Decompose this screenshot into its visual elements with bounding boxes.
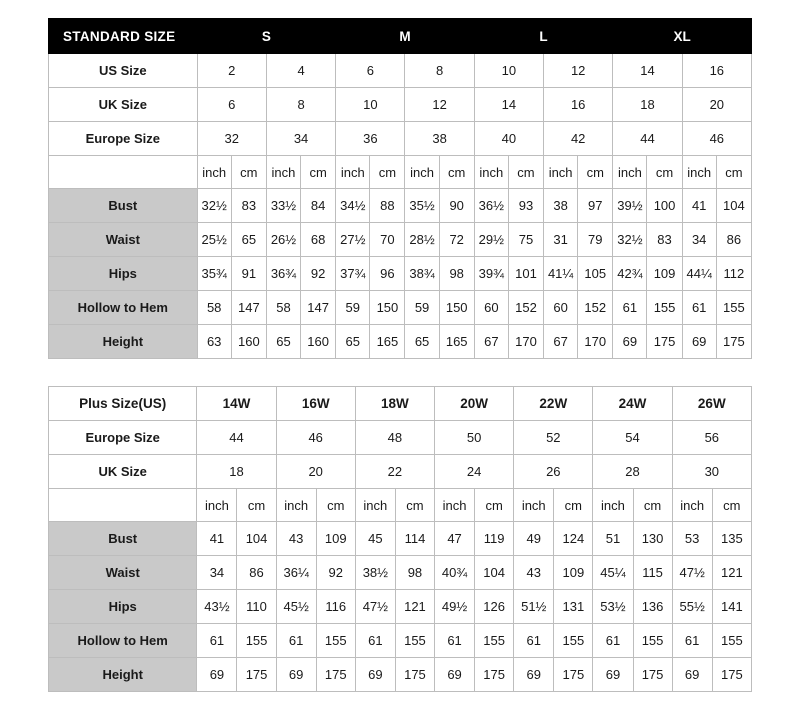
cell: 69 <box>355 658 395 692</box>
cell: 14 <box>474 88 543 122</box>
cell: 86 <box>716 223 751 257</box>
row-label-height: Height <box>49 658 197 692</box>
cell: 155 <box>554 624 593 658</box>
cell: 60 <box>474 291 508 325</box>
cell: 59 <box>336 291 370 325</box>
cell: 126 <box>475 590 514 624</box>
unit-cell: cm <box>370 156 405 189</box>
cell: 26 <box>514 455 593 489</box>
table-row <box>49 624 752 658</box>
table-row <box>49 590 752 624</box>
unit-cell: cm <box>301 156 336 189</box>
cell: 155 <box>647 291 682 325</box>
cell: 38¾ <box>405 257 439 291</box>
cell: 155 <box>716 291 751 325</box>
cell: 29½ <box>474 223 508 257</box>
unit-cell: cm <box>716 156 751 189</box>
unit-cell: inch <box>405 156 439 189</box>
cell: 53 <box>672 522 712 556</box>
unit-cell: inch <box>197 489 237 522</box>
plus-size-table <box>48 386 752 692</box>
cell: 39¾ <box>474 257 508 291</box>
cell: 28 <box>593 455 672 489</box>
cell: 109 <box>316 522 355 556</box>
cell: 114 <box>395 522 434 556</box>
unit-cell: inch <box>593 489 633 522</box>
cell: 37¾ <box>336 257 370 291</box>
cell: 40¾ <box>435 556 475 590</box>
cell: 72 <box>439 223 474 257</box>
size-group-m: M <box>336 19 475 54</box>
cell: 16 <box>544 88 613 122</box>
cell: 155 <box>395 624 434 658</box>
cell: 14 <box>613 54 682 88</box>
cell: 34 <box>266 122 335 156</box>
cell: 51½ <box>514 590 554 624</box>
cell: 100 <box>647 189 682 223</box>
cell: 47 <box>435 522 475 556</box>
plus-size-22w: 22W <box>514 387 593 421</box>
cell: 69 <box>593 658 633 692</box>
cell: 43 <box>514 556 554 590</box>
cell: 175 <box>712 658 751 692</box>
cell: 61 <box>672 624 712 658</box>
unit-cell: inch <box>474 156 508 189</box>
cell: 59 <box>405 291 439 325</box>
cell: 155 <box>316 624 355 658</box>
cell: 36½ <box>474 189 508 223</box>
cell: 121 <box>395 590 434 624</box>
cell: 20 <box>276 455 355 489</box>
cell: 65 <box>231 223 266 257</box>
cell: 2 <box>197 54 266 88</box>
cell: 130 <box>633 522 672 556</box>
cell: 52 <box>514 421 593 455</box>
cell: 33½ <box>266 189 300 223</box>
size-group-xl: XL <box>613 19 752 54</box>
cell: 36¼ <box>276 556 316 590</box>
unit-row-blank <box>49 156 198 189</box>
cell: 83 <box>647 223 682 257</box>
cell: 90 <box>439 189 474 223</box>
cell: 97 <box>578 189 613 223</box>
cell: 65 <box>266 325 300 359</box>
row-label-hips: Hips <box>49 257 198 291</box>
cell: 26½ <box>266 223 300 257</box>
cell: 32½ <box>197 189 231 223</box>
plus-unit-row <box>49 489 752 522</box>
plus-title: Plus Size(US) <box>49 387 197 421</box>
cell: 96 <box>370 257 405 291</box>
cell: 119 <box>475 522 514 556</box>
cell: 104 <box>716 189 751 223</box>
cell: 18 <box>197 455 276 489</box>
table-row <box>49 54 752 88</box>
cell: 86 <box>237 556 276 590</box>
cell: 31 <box>544 223 578 257</box>
cell: 121 <box>712 556 751 590</box>
cell: 53½ <box>593 590 633 624</box>
unit-row-blank <box>49 489 197 522</box>
unit-cell: cm <box>647 156 682 189</box>
cell: 150 <box>370 291 405 325</box>
cell: 55½ <box>672 590 712 624</box>
row-label-europe-size: Europe Size <box>49 421 197 455</box>
cell: 49½ <box>435 590 475 624</box>
cell: 175 <box>395 658 434 692</box>
row-label-bust: Bust <box>49 189 198 223</box>
plus-size-18w: 18W <box>355 387 434 421</box>
cell: 165 <box>370 325 405 359</box>
cell: 67 <box>544 325 578 359</box>
table-row <box>49 325 752 359</box>
cell: 35½ <box>405 189 439 223</box>
cell: 110 <box>237 590 276 624</box>
cell: 58 <box>266 291 300 325</box>
cell: 160 <box>231 325 266 359</box>
cell: 4 <box>266 54 335 88</box>
unit-cell: inch <box>276 489 316 522</box>
cell: 98 <box>439 257 474 291</box>
unit-cell: cm <box>237 489 276 522</box>
unit-cell: cm <box>316 489 355 522</box>
cell: 60 <box>544 291 578 325</box>
cell: 83 <box>231 189 266 223</box>
cell: 43½ <box>197 590 237 624</box>
unit-cell: inch <box>355 489 395 522</box>
table-row <box>49 421 752 455</box>
cell: 109 <box>647 257 682 291</box>
cell: 42 <box>544 122 613 156</box>
plus-size-20w: 20W <box>435 387 514 421</box>
cell: 44 <box>613 122 682 156</box>
cell: 61 <box>593 624 633 658</box>
cell: 175 <box>237 658 276 692</box>
unit-cell: inch <box>266 156 300 189</box>
cell: 115 <box>633 556 672 590</box>
cell: 6 <box>336 54 405 88</box>
cell: 40 <box>474 122 543 156</box>
unit-cell: inch <box>682 156 716 189</box>
cell: 93 <box>508 189 543 223</box>
cell: 88 <box>370 189 405 223</box>
cell: 165 <box>439 325 474 359</box>
cell: 30 <box>672 455 751 489</box>
cell: 69 <box>613 325 647 359</box>
cell: 147 <box>301 291 336 325</box>
cell: 25½ <box>197 223 231 257</box>
cell: 34 <box>197 556 237 590</box>
cell: 18 <box>613 88 682 122</box>
cell: 22 <box>355 455 434 489</box>
cell: 92 <box>316 556 355 590</box>
cell: 16 <box>682 54 751 88</box>
standard-size-table-wrapper <box>48 18 752 359</box>
cell: 27½ <box>336 223 370 257</box>
cell: 152 <box>508 291 543 325</box>
cell: 101 <box>508 257 543 291</box>
cell: 61 <box>613 291 647 325</box>
cell: 131 <box>554 590 593 624</box>
unit-cell: cm <box>475 489 514 522</box>
cell: 61 <box>682 291 716 325</box>
cell: 69 <box>672 658 712 692</box>
cell: 155 <box>712 624 751 658</box>
unit-cell: cm <box>231 156 266 189</box>
plus-size-26w: 26W <box>672 387 751 421</box>
cell: 61 <box>514 624 554 658</box>
cell: 6 <box>197 88 266 122</box>
cell: 36 <box>336 122 405 156</box>
cell: 175 <box>554 658 593 692</box>
cell: 104 <box>475 556 514 590</box>
cell: 38½ <box>355 556 395 590</box>
unit-cell: cm <box>554 489 593 522</box>
cell: 20 <box>682 88 751 122</box>
cell: 45½ <box>276 590 316 624</box>
size-group-s: S <box>197 19 336 54</box>
cell: 65 <box>405 325 439 359</box>
cell: 32½ <box>613 223 647 257</box>
cell: 63 <box>197 325 231 359</box>
cell: 41 <box>197 522 237 556</box>
table-row <box>49 658 752 692</box>
unit-cell: inch <box>435 489 475 522</box>
cell: 61 <box>276 624 316 658</box>
cell: 45¼ <box>593 556 633 590</box>
cell: 105 <box>578 257 613 291</box>
cell: 69 <box>435 658 475 692</box>
row-label-waist: Waist <box>49 556 197 590</box>
cell: 75 <box>508 223 543 257</box>
cell: 46 <box>682 122 751 156</box>
table-row <box>49 257 752 291</box>
size-group-l: L <box>474 19 613 54</box>
cell: 175 <box>316 658 355 692</box>
cell: 45 <box>355 522 395 556</box>
unit-cell: inch <box>197 156 231 189</box>
unit-cell: cm <box>508 156 543 189</box>
cell: 35¾ <box>197 257 231 291</box>
row-label-uk-size: UK Size <box>49 88 198 122</box>
cell: 67 <box>474 325 508 359</box>
cell: 46 <box>276 421 355 455</box>
row-label-us-size: US Size <box>49 54 198 88</box>
table-row <box>49 122 752 156</box>
row-label-waist: Waist <box>49 223 198 257</box>
unit-cell: cm <box>712 489 751 522</box>
cell: 8 <box>405 54 474 88</box>
cell: 109 <box>554 556 593 590</box>
cell: 155 <box>633 624 672 658</box>
cell: 175 <box>633 658 672 692</box>
cell: 104 <box>237 522 276 556</box>
cell: 175 <box>647 325 682 359</box>
cell: 150 <box>439 291 474 325</box>
plus-size-16w: 16W <box>276 387 355 421</box>
cell: 175 <box>716 325 751 359</box>
unit-cell: inch <box>514 489 554 522</box>
cell: 91 <box>231 257 266 291</box>
cell: 34 <box>682 223 716 257</box>
cell: 10 <box>474 54 543 88</box>
table-row <box>49 223 752 257</box>
unit-cell: cm <box>578 156 613 189</box>
plus-size-24w: 24W <box>593 387 672 421</box>
cell: 44¼ <box>682 257 716 291</box>
cell: 56 <box>672 421 751 455</box>
cell: 61 <box>197 624 237 658</box>
cell: 70 <box>370 223 405 257</box>
cell: 38 <box>405 122 474 156</box>
cell: 69 <box>276 658 316 692</box>
cell: 79 <box>578 223 613 257</box>
cell: 170 <box>578 325 613 359</box>
cell: 47½ <box>355 590 395 624</box>
cell: 12 <box>405 88 474 122</box>
table-row <box>49 522 752 556</box>
standard-title: STANDARD SIZE <box>49 19 198 54</box>
cell: 135 <box>712 522 751 556</box>
cell: 152 <box>578 291 613 325</box>
cell: 84 <box>301 189 336 223</box>
standard-unit-row <box>49 156 752 189</box>
cell: 42¾ <box>613 257 647 291</box>
unit-cell: cm <box>439 156 474 189</box>
cell: 69 <box>682 325 716 359</box>
cell: 69 <box>514 658 554 692</box>
cell: 160 <box>301 325 336 359</box>
cell: 54 <box>593 421 672 455</box>
cell: 10 <box>336 88 405 122</box>
cell: 50 <box>435 421 514 455</box>
cell: 112 <box>716 257 751 291</box>
unit-cell: cm <box>633 489 672 522</box>
cell: 48 <box>355 421 434 455</box>
unit-cell: inch <box>672 489 712 522</box>
cell: 61 <box>355 624 395 658</box>
cell: 116 <box>316 590 355 624</box>
cell: 41 <box>682 189 716 223</box>
cell: 39½ <box>613 189 647 223</box>
cell: 44 <box>197 421 276 455</box>
cell: 147 <box>231 291 266 325</box>
row-label-hips: Hips <box>49 590 197 624</box>
cell: 69 <box>197 658 237 692</box>
plus-size-table-wrapper <box>48 386 752 692</box>
unit-cell: inch <box>336 156 370 189</box>
cell: 61 <box>435 624 475 658</box>
cell: 155 <box>237 624 276 658</box>
cell: 47½ <box>672 556 712 590</box>
cell: 155 <box>475 624 514 658</box>
cell: 38 <box>544 189 578 223</box>
unit-cell: cm <box>395 489 434 522</box>
cell: 41¼ <box>544 257 578 291</box>
standard-header-row <box>49 19 752 54</box>
row-label-hollow-to-hem: Hollow to Hem <box>49 291 198 325</box>
cell: 136 <box>633 590 672 624</box>
unit-cell: inch <box>544 156 578 189</box>
table-row <box>49 291 752 325</box>
standard-size-table <box>48 18 752 359</box>
row-label-europe-size: Europe Size <box>49 122 198 156</box>
cell: 8 <box>266 88 335 122</box>
row-label-height: Height <box>49 325 198 359</box>
row-label-hollow-to-hem: Hollow to Hem <box>49 624 197 658</box>
cell: 51 <box>593 522 633 556</box>
cell: 43 <box>276 522 316 556</box>
cell: 65 <box>336 325 370 359</box>
cell: 92 <box>301 257 336 291</box>
table-row <box>49 189 752 223</box>
cell: 124 <box>554 522 593 556</box>
cell: 24 <box>435 455 514 489</box>
cell: 58 <box>197 291 231 325</box>
table-row <box>49 455 752 489</box>
row-label-bust: Bust <box>49 522 197 556</box>
unit-cell: inch <box>613 156 647 189</box>
cell: 141 <box>712 590 751 624</box>
cell: 175 <box>475 658 514 692</box>
table-row <box>49 556 752 590</box>
cell: 68 <box>301 223 336 257</box>
plus-size-14w: 14W <box>197 387 276 421</box>
row-label-uk-size: UK Size <box>49 455 197 489</box>
plus-header-row <box>49 387 752 421</box>
cell: 49 <box>514 522 554 556</box>
table-row <box>49 88 752 122</box>
cell: 98 <box>395 556 434 590</box>
cell: 12 <box>544 54 613 88</box>
cell: 32 <box>197 122 266 156</box>
cell: 34½ <box>336 189 370 223</box>
cell: 170 <box>508 325 543 359</box>
cell: 28½ <box>405 223 439 257</box>
cell: 36¾ <box>266 257 300 291</box>
